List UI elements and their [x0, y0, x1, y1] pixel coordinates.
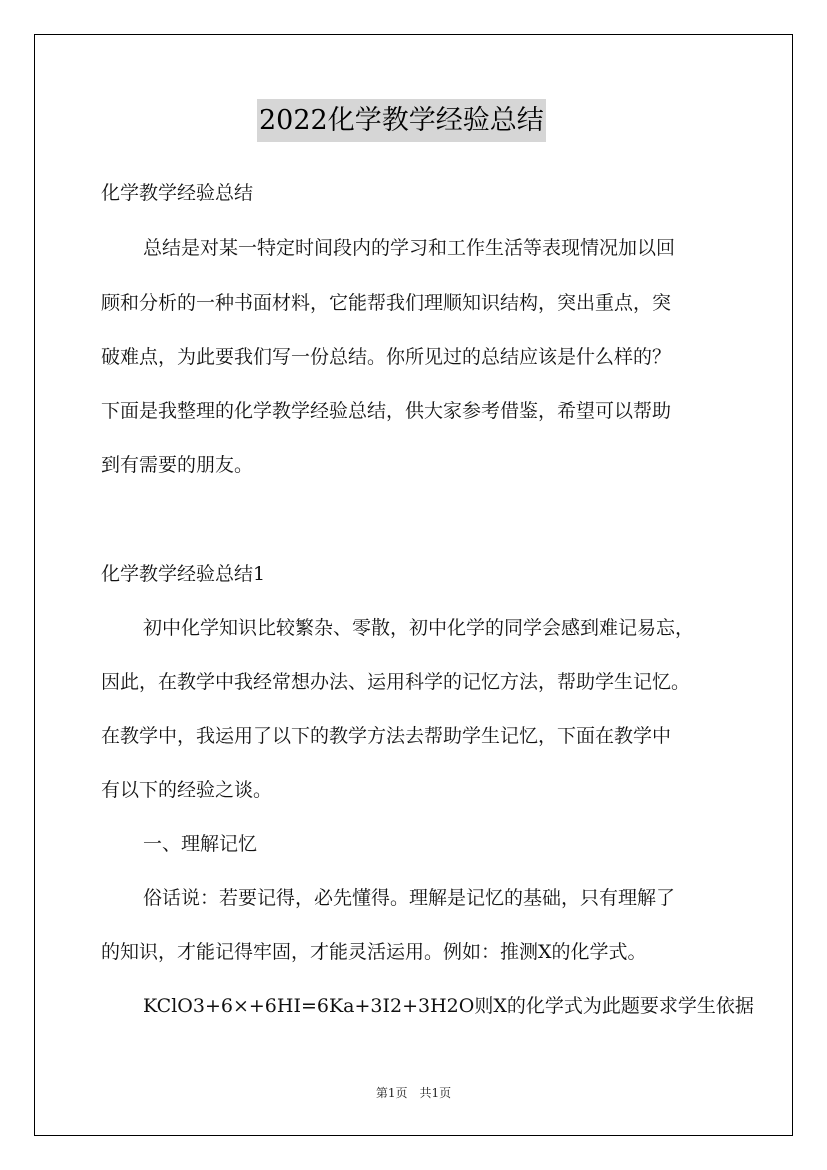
intro-heading: 化学教学经验总结 — [101, 182, 254, 204]
subheading: 一、理解记忆 — [143, 833, 258, 855]
section-line: 有以下的经验之谈。 — [101, 779, 273, 801]
intro-line: 顾和分析的一种书面材料，它能帮我们理顺知识结构，突出重点，突 — [101, 292, 672, 314]
section-line: 因此，在教学中我经常想办法、运用科学的记忆方法，帮助学生记忆。 — [101, 671, 691, 693]
section-line: 在教学中，我运用了以下的教学方法去帮助学生记忆，下面在教学中 — [101, 725, 672, 747]
section-line: 初中化学知识比较繁杂、零散，初中化学的同学会感到难记易忘， — [143, 617, 695, 639]
intro-line: 总结是对某一特定时间段内的学习和工作生活等表现情况加以回 — [143, 237, 676, 259]
paragraph-line: KClO3+6×+6HI=6Ka+3I2+3H2O则X的化学式为此题要求学生依据 — [143, 995, 754, 1017]
page-footer: 第1页 共1页 — [375, 1086, 452, 1100]
intro-line: 破难点，为此要我们写一份总结。你所见过的总结应该是什么样的？ — [101, 346, 672, 368]
document-title: 2022化学教学经验总结 — [257, 99, 546, 142]
paragraph-line: 的知识，才能记得牢固，才能灵活运用。例如：推测X的化学式。 — [101, 941, 647, 963]
intro-line: 下面是我整理的化学教学经验总结，供大家参考借鉴，希望可以帮助 — [101, 400, 672, 422]
section-heading: 化学教学经验总结1 — [101, 563, 266, 585]
intro-line: 到有需要的朋友。 — [101, 454, 254, 476]
paragraph-line: 俗话说：若要记得，必先懂得。理解是记忆的基础，只有理解了 — [143, 887, 676, 909]
